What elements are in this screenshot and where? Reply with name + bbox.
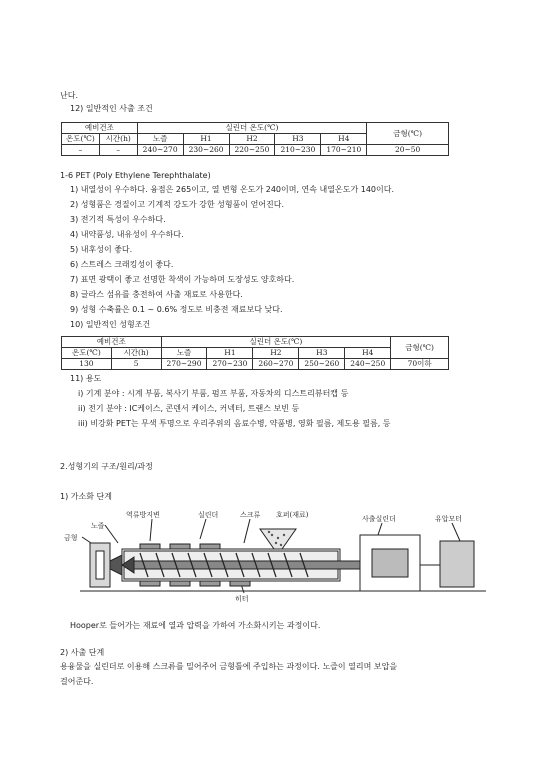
table-cell: 240~270 <box>137 145 183 156</box>
step2-description: 용융물을 실린더로 이용해 스크류를 밀어주어 금형틀에 주입하는 과정이다. 노즐이 열리며 보압을 <box>60 662 398 671</box>
header-cylinder-temp: 실린더 온도(℃) <box>161 337 391 348</box>
header-predry: 예비건조 <box>62 123 138 134</box>
label-heater: 히터 <box>235 595 249 603</box>
label-screw: 스크류 <box>240 511 261 519</box>
step2-description-cont: 걸어준다. <box>60 677 94 686</box>
table-row <box>62 359 449 370</box>
header-h4: H4 <box>321 134 367 145</box>
label-check-valve: 역류방지변 <box>126 511 160 519</box>
table-cell: 270~290 <box>161 359 207 370</box>
table-cell: 70이하 <box>391 359 449 370</box>
header-temp: 온도(℃) <box>62 134 100 145</box>
pet-item: 10) 일반적인 성형조건 <box>70 320 151 329</box>
continued-text: 난다. <box>60 91 78 100</box>
section-12-title: 12) 일반적인 사출 조건 <box>70 104 153 113</box>
label-injection-cylinder: 사출실린더 <box>362 515 396 523</box>
use-item: iii) 비강화 PET는 무색 투명으로 우리주위의 음료수병, 약품병, 영화 필름, 제도용 필름, 등 <box>78 419 391 428</box>
use-item: i) 기계 분야 : 시계 부품, 복사기 부품, 펌프 부품, 자동차의 디스트리뷰터캡 등 <box>78 389 349 398</box>
header-time: 시간(h) <box>99 134 137 145</box>
pet-section-title: 1-6 PET (Poly Ethylene Terephthalate) <box>60 171 211 180</box>
header-h2: H2 <box>253 348 299 359</box>
molding-conditions-table <box>61 336 449 370</box>
section-2-title: 2.성형기의 구조/원리/과정 <box>60 462 153 471</box>
table-cell: 260~270 <box>253 359 299 370</box>
header-mold: 금형(℃) <box>391 337 449 359</box>
table-cell: 20~50 <box>367 145 449 156</box>
table-cell: 5 <box>111 359 161 370</box>
label-hydraulic-motor: 유압모터 <box>435 515 463 523</box>
pet-item: 4) 내약품성, 내유성이 우수하다. <box>70 230 184 239</box>
step1-description: Hooper로 들어가는 재료에 열과 압력을 가하여 가소화시키는 과정이다. <box>70 621 321 630</box>
header-h4: H4 <box>345 348 391 359</box>
step1-title: 1) 가소화 단계 <box>60 492 112 501</box>
label-mold: 금형 <box>64 534 78 542</box>
table-cell: 210~230 <box>275 145 321 156</box>
uses-title: 11) 용도 <box>70 374 102 383</box>
header-h1: H1 <box>183 134 229 145</box>
header-h2: H2 <box>229 134 275 145</box>
table-cell: 230~260 <box>183 145 229 156</box>
injection-machine-diagram <box>60 505 490 605</box>
table-cell: – <box>62 145 100 156</box>
pet-item: 3) 전기적 특성이 우수하다. <box>70 215 166 224</box>
table-cell: 250~260 <box>299 359 345 370</box>
pet-item: 9) 성형 수축률은 0.1 ~ 0.6% 정도로 비충전 재료보다 낮다. <box>70 305 283 314</box>
header-cylinder-temp: 실린더 온도(℃) <box>137 123 367 134</box>
header-h3: H3 <box>275 134 321 145</box>
step2-title: 2) 사출 단계 <box>60 648 105 657</box>
header-h1: H1 <box>207 348 253 359</box>
pet-item: 7) 표면 광택이 좋고 선명한 착색이 가능하며 도장성도 양호하다. <box>70 275 295 284</box>
use-item: ii) 전기 분야 : IC케이스, 콘덴서 케이스, 커넥터, 트랜스 보빈 등 <box>78 404 300 413</box>
table-row <box>62 145 449 156</box>
header-nozzle: 노즐 <box>137 134 183 145</box>
header-nozzle: 노즐 <box>161 348 207 359</box>
injection-conditions-table <box>61 122 449 156</box>
pet-item: 6) 스트레스 크래킹성이 좋다. <box>70 260 174 269</box>
header-h3: H3 <box>299 348 345 359</box>
label-nozzle: 노즐 <box>91 522 105 530</box>
header-time: 시간(h) <box>111 348 161 359</box>
header-mold: 금형(℃) <box>367 123 449 145</box>
label-hopper: 호퍼(재료) <box>276 511 309 519</box>
pet-item: 1) 내열성이 우수하다. 융점은 265이고, 열 변형 온도가 240이며, 연속 내열온도가 140이다. <box>70 185 395 194</box>
header-temp: 온도(℃) <box>62 348 112 359</box>
table-cell: 270~230 <box>207 359 253 370</box>
pet-item: 8) 글라스 섬유를 충전하여 사출 재료로 사용한다. <box>70 290 243 299</box>
table-cell: 220~250 <box>229 145 275 156</box>
table-cell: 130 <box>62 359 112 370</box>
table-cell: 170~210 <box>321 145 367 156</box>
label-cylinder: 실린더 <box>198 511 219 519</box>
table-cell: – <box>99 145 137 156</box>
pet-item: 2) 성형품은 경질이고 기계적 강도가 강한 성형품이 얻어진다. <box>70 200 285 209</box>
pet-item: 5) 내후성이 좋다. <box>70 245 133 254</box>
table-cell: 240~250 <box>345 359 391 370</box>
header-predry: 예비건조 <box>62 337 162 348</box>
